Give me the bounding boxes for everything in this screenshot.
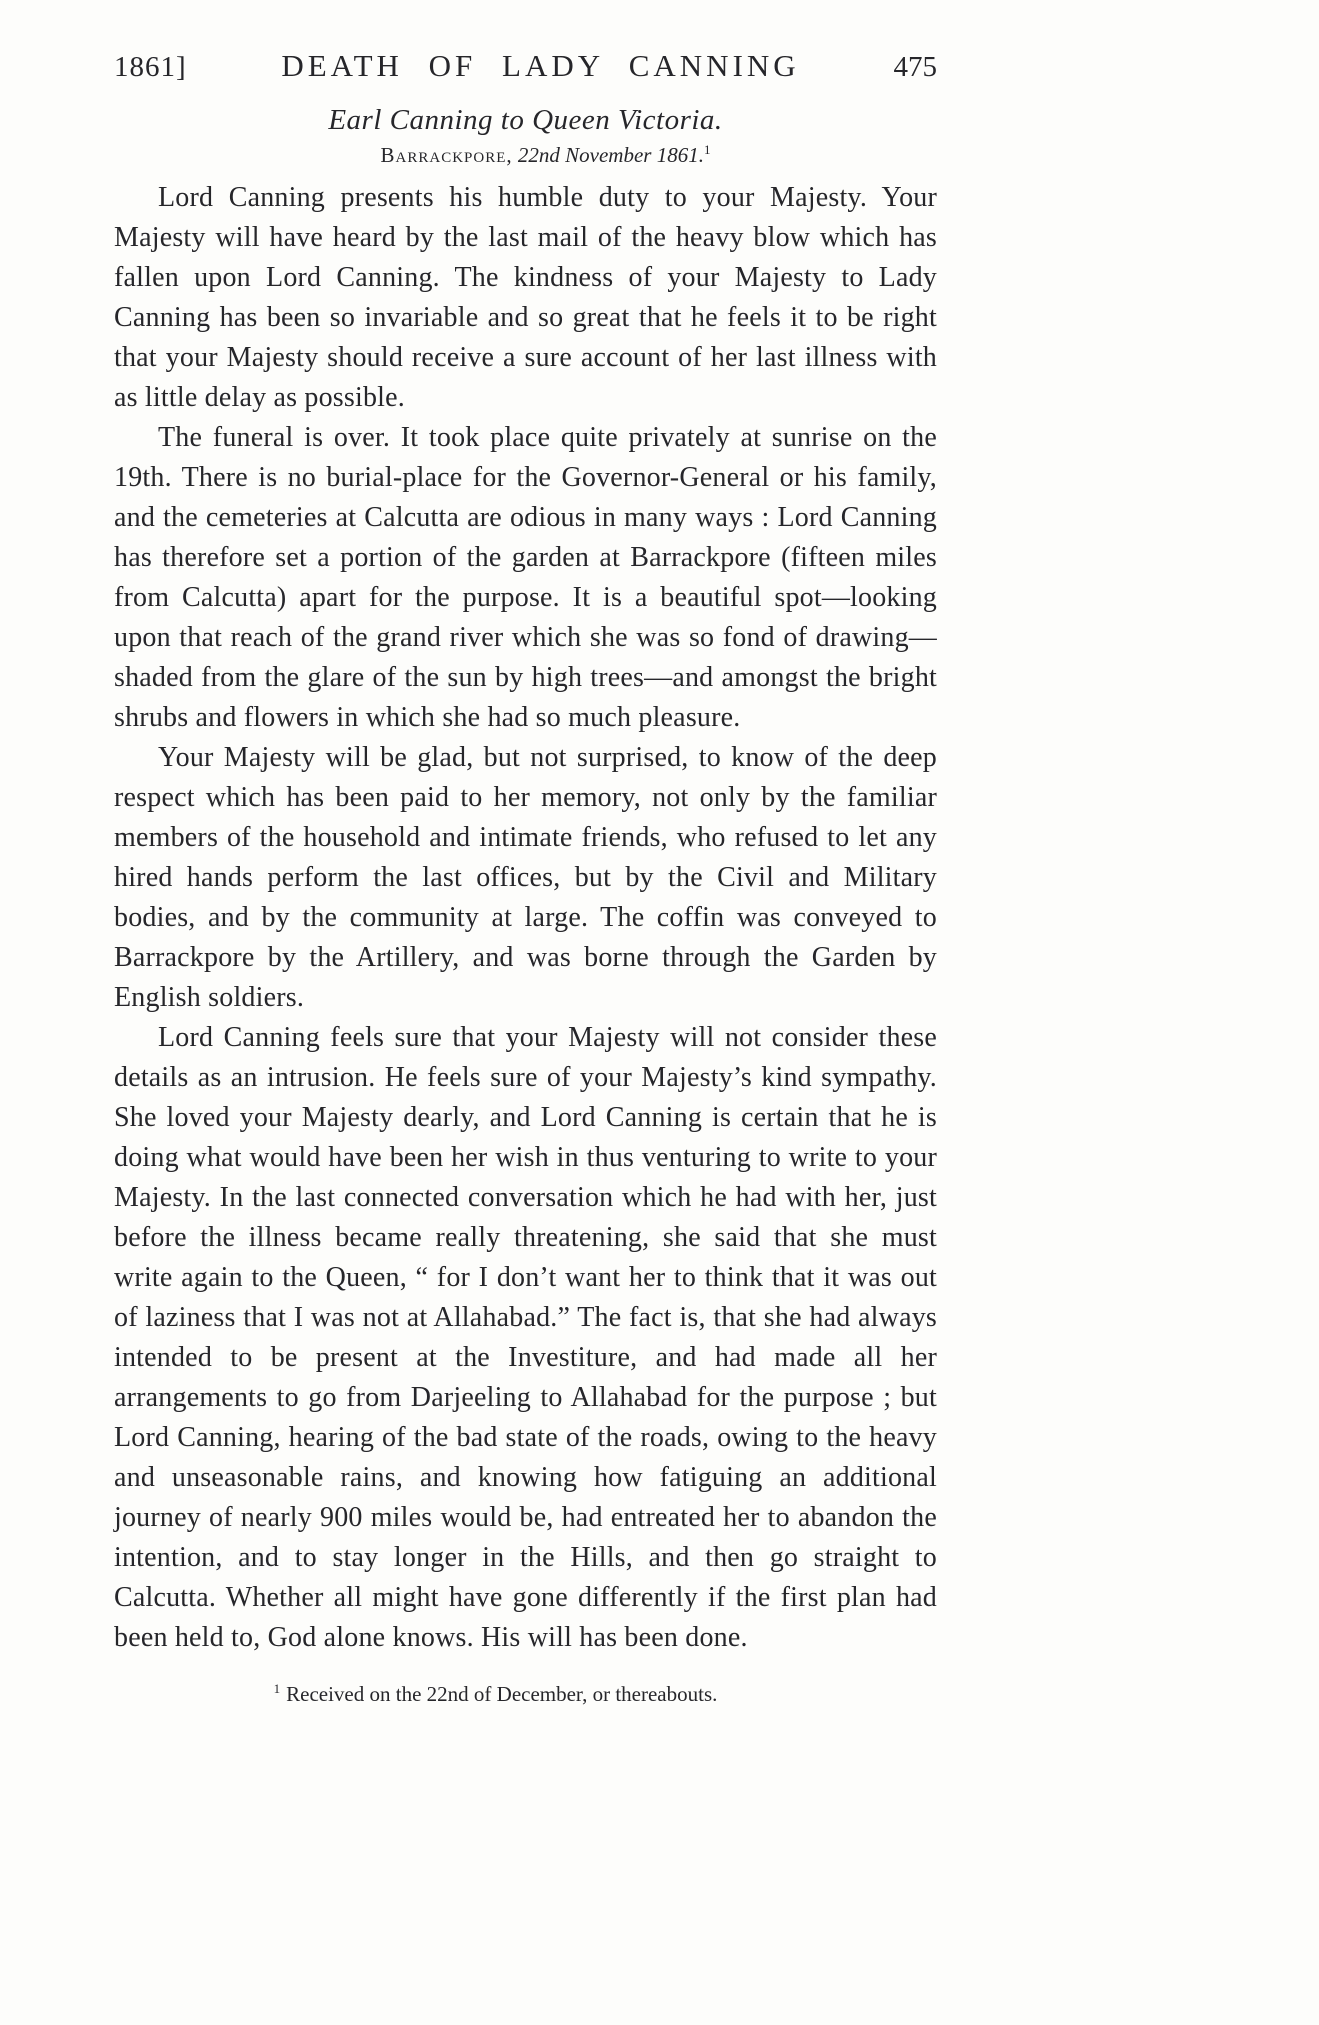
letter-body — [114, 178, 937, 1658]
running-header — [114, 48, 937, 84]
footnote-text: Received on the 22nd of December, or thereabouts. — [286, 1682, 718, 1706]
letter-heading: Earl Canning to Queen Victoria. — [328, 104, 723, 136]
footnote-number: 1 — [273, 1681, 281, 1696]
header-title: DEATH OF LADY CANNING — [281, 48, 800, 83]
dateline-footnote-reference: 1 — [703, 142, 711, 157]
header-year: 1861] — [114, 51, 187, 83]
footnote — [114, 1682, 937, 1707]
paragraph-1: Lord Canning presents his humble duty to your Majesty. Your Majesty will have heard by the last mail of the heavy blow which has fallen upon Lord Canning. The kindness of your Majesty to Lady Canning has been so invariable and so great that he feels it to be right that your Majesty should receive a sure account of her last illness with as little delay as possible. — [114, 182, 937, 413]
paragraph-2: The funeral is over. It took place quite privately at sunrise on the 19th. There is no burial-place for the Governor-General or his family, and the cemeteries at Calcutta are odious in many ways : Lord Canning has therefore set a portion of the garden at Barrackpore (fifteen miles from Calcutta) apart for the purpose. It is a beautiful spot—looking upon that reach of the grand river which she was so fond of drawing—shaded from the glare of the sun by high trees—and amongst the bright shrubs and flowers in which she had so much pleasure. — [114, 422, 937, 733]
dateline-place: Barrackpore, — [380, 143, 513, 167]
header-page-number: 475 — [893, 51, 937, 83]
dateline-date: 22nd November 1861. — [517, 143, 704, 167]
paragraph-3: Your Majesty will be glad, but not surprised, to know of the deep respect which has been paid to her memory, not only by the familiar members of the household and intimate friends, who refused to let any hired hands perform the last offices, but by the Civil and Military bodies, and by the community at large. The coffin was conveyed to Barrackpore by the Artillery, and was borne through the Garden by English soldiers. — [114, 742, 937, 1013]
paragraph-4: Lord Canning feels sure that your Majesty will not consider these details as an intrusion. He feels sure of your Majesty’s kind sympathy. She loved your Majesty dearly, and Lord Canning is certain that he is doing what would have been her wish in thus venturing to write to your Majesty. In the last connected conversation which he had with her, just before the illness became really threatening, she said that she must write again to the Queen, “ for I don’t want her to think that it was out of laziness that I was not at Allahabad.” The fact is, that she had always intended to be present at the Investiture, and had made all her arrangements to go from Darjeeling to Allahabad for the purpose ; but Lord Canning, hearing of the bad state of the roads, owing to the heavy and unseasonable rains, and knowing how fatiguing an additional journey of nearly 900 miles would be, had entreated her to abandon the intention, and to stay longer in the Hills, and then go straight to Calcutta. Whether all might have gone differently if the first plan had been held to, God alone knows. His will has been done. — [114, 1022, 937, 1653]
dateline — [114, 143, 937, 168]
